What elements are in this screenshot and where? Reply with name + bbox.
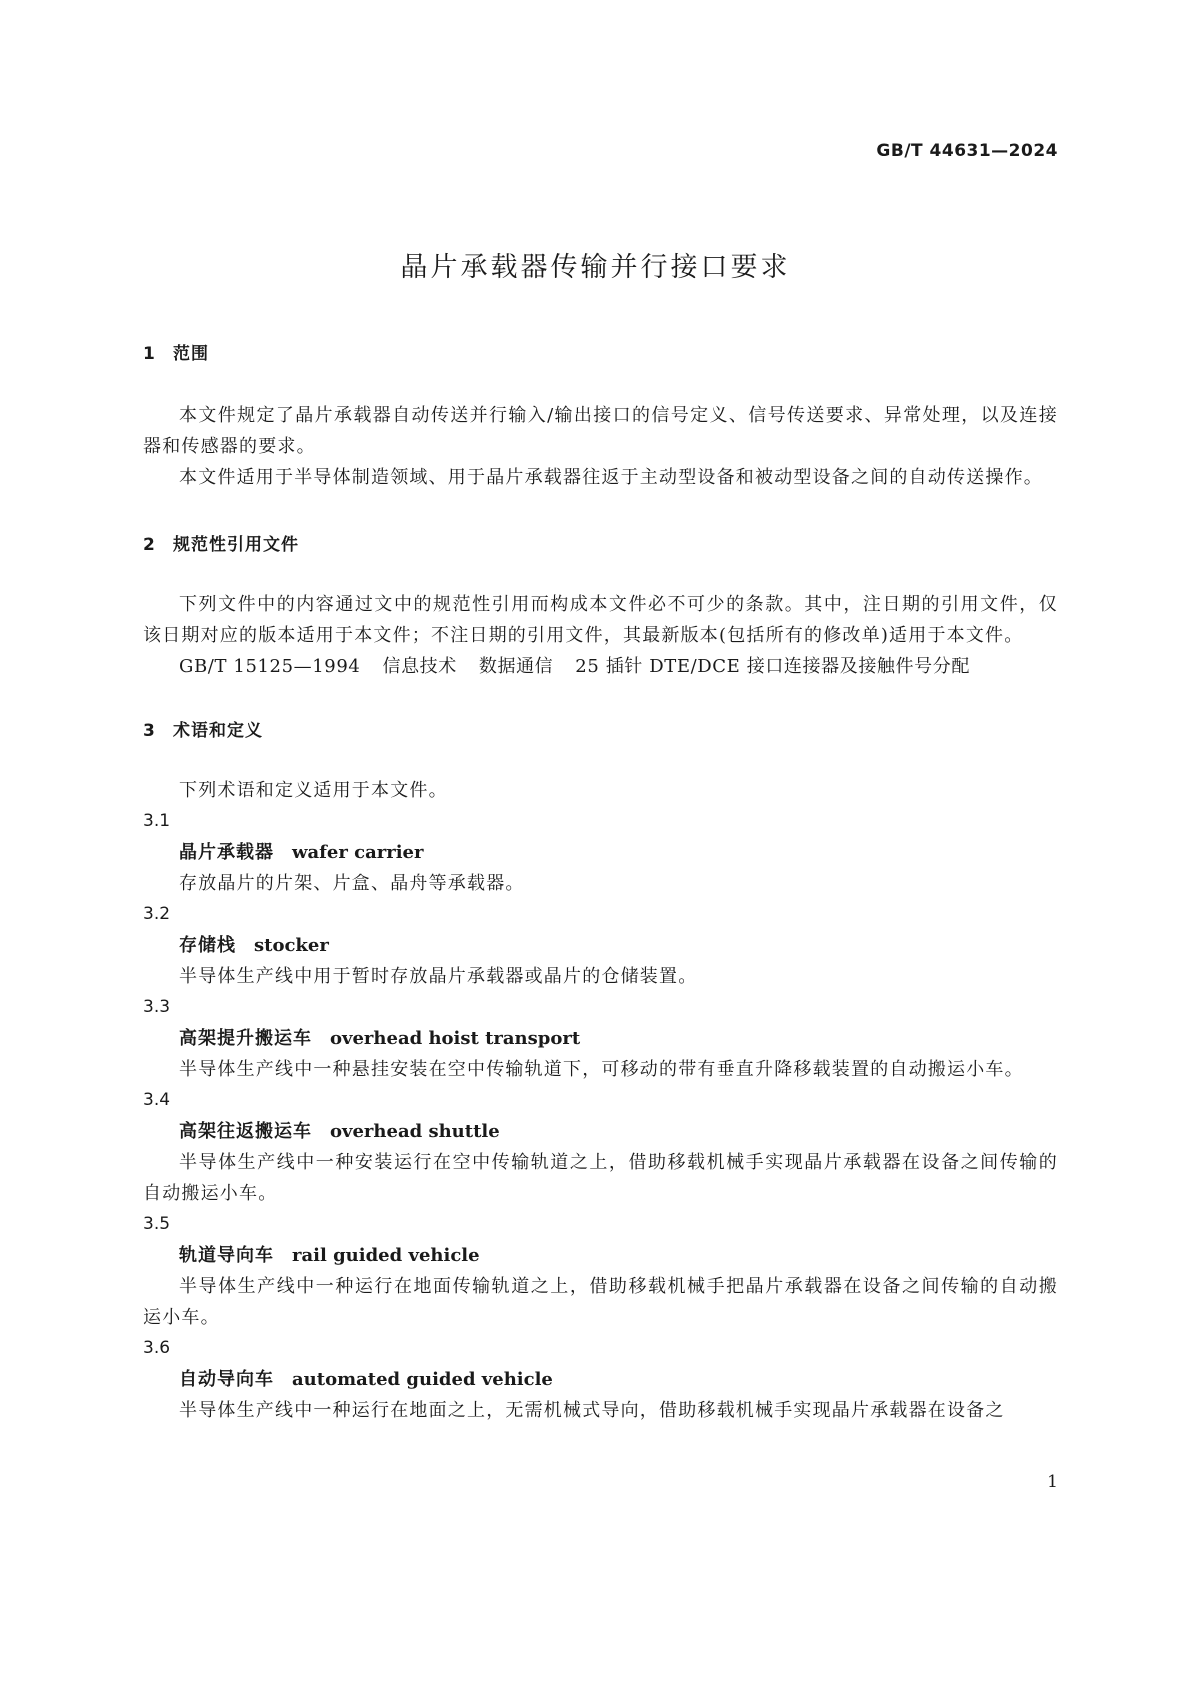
standard-code: GB/T 44631—2024 <box>876 141 1058 161</box>
section-heading-terms <box>143 717 1058 745</box>
term-chinese: 自动导向车 <box>179 1369 274 1390</box>
paragraph: 下列文件中的内容通过文中的规范性引用而构成本文件必不可少的条款。其中，注日期的引用文件，仅该日期对应的版本适用于本文件；不注日期的引用文件，其最新版本(包括所有的修改单)适用于本文件。 <box>143 594 1058 646</box>
term-definition: 半导体生产线中一种安装运行在空中传输轨道之上，借助移载机械手实现晶片承载器在设备之间传输的自动搬运小车。 <box>143 1152 1058 1204</box>
paragraph: 下列术语和定义适用于本文件。 <box>179 780 448 801</box>
section-title: 术语和定义 <box>173 721 263 741</box>
paragraph: 本文件适用于半导体制造领域、用于晶片承载器往返于主动型设备和被动型设备之间的自动传送操作。 <box>179 467 1043 488</box>
term-chinese: 轨道导向车 <box>179 1245 274 1266</box>
term-chinese: 高架往返搬运车 <box>179 1121 312 1142</box>
term-english: stocker <box>254 935 329 956</box>
term-definition: 半导体生产线中一种运行在地面之上，无需机械式导向，借助移载机械手实现晶片承载器在设备之 <box>179 1400 1005 1421</box>
reference-code: GB/T 15125—1994 <box>179 656 361 677</box>
term-heading <box>143 1240 1058 1271</box>
section-heading-scope <box>143 340 1058 368</box>
term-heading <box>143 1116 1058 1147</box>
term-number: 3.1 <box>143 811 171 831</box>
section-heading-normative-references <box>143 531 1058 559</box>
term-chinese: 高架提升搬运车 <box>179 1028 312 1049</box>
paragraph: 本文件规定了晶片承载器自动传送并行输入/输出接口的信号定义、信号传送要求、异常处理，以及连接器和传感器的要求。 <box>143 405 1058 457</box>
term-heading <box>143 930 1058 961</box>
term-heading <box>143 837 1058 868</box>
term-definition: 半导体生产线中一种运行在地面传输轨道之上，借助移载机械手把晶片承载器在设备之间传输的自动搬运小车。 <box>143 1276 1058 1328</box>
term-heading <box>143 1364 1058 1395</box>
term-english: wafer carrier <box>292 842 424 863</box>
term-english: rail guided vehicle <box>292 1245 480 1266</box>
document-body <box>143 340 1058 1426</box>
term-definition: 存放晶片的片架、片盒、晶舟等承载器。 <box>179 873 525 894</box>
section-number: 3 <box>143 721 156 741</box>
section-title: 范围 <box>173 344 209 364</box>
section-title: 规范性引用文件 <box>173 535 299 555</box>
document-title: 晶片承载器传输并行接口要求 <box>400 252 791 283</box>
term-english: overhead shuttle <box>330 1121 500 1142</box>
term-heading <box>143 1023 1058 1054</box>
term-number: 3.6 <box>143 1338 171 1358</box>
page-number: 1 <box>1047 1472 1058 1492</box>
term-chinese: 存储栈 <box>179 935 236 956</box>
term-definition: 半导体生产线中一种悬挂安装在空中传输轨道下，可移动的带有垂直升降移载装置的自动搬运小车。 <box>179 1059 1024 1080</box>
term-english: automated guided vehicle <box>292 1369 553 1390</box>
term-number: 3.2 <box>143 904 171 924</box>
term-chinese: 晶片承载器 <box>179 842 274 863</box>
section-number: 2 <box>143 535 156 555</box>
term-number: 3.4 <box>143 1090 171 1110</box>
term-number: 3.3 <box>143 997 171 1017</box>
term-english: overhead hoist transport <box>330 1028 581 1049</box>
term-number: 3.5 <box>143 1214 171 1234</box>
reference-entry <box>143 651 1058 682</box>
reference-title-part: 数据通信 <box>478 656 554 677</box>
reference-title-part: 25 插针 DTE/DCE 接口连接器及接触件号分配 <box>575 656 970 677</box>
term-definition: 半导体生产线中用于暂时存放晶片承载器或晶片的仓储装置。 <box>179 966 698 987</box>
reference-title-part: 信息技术 <box>382 656 457 677</box>
section-number: 1 <box>143 344 156 364</box>
